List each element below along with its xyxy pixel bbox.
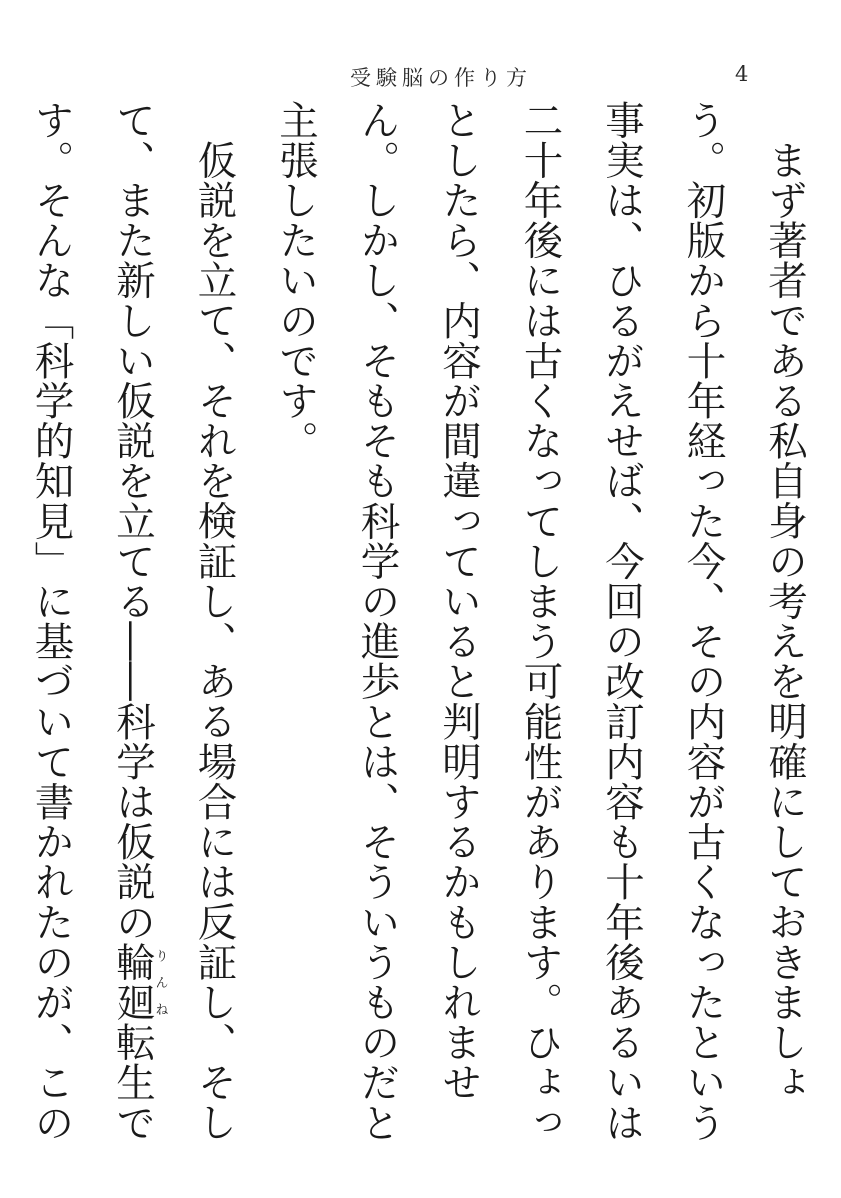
paragraph-2-text-a: 仮説を立て、それを検証し、ある場合には反証し、そして、また新しい仮説を立てる――科学は仮説の	[110, 100, 238, 1142]
ruby-rinne-reading: りんね	[152, 942, 168, 1023]
body-text	[28, 100, 825, 1160]
running-title: 受験脳の作り方	[350, 66, 532, 90]
page-number: 4	[735, 62, 749, 86]
paragraph-2	[0, 100, 255, 1160]
paragraph-1-text: まず著者である私自身の考えを明確にしておきましょう。初版から十年経った今、その内容が古くなったという事実は、ひるがえせば、今回の改訂内容も十年後あるいは二十年後には古くなってしまう可能性があります。ひょっとしたら、内容が間違っていると判明するかもしれません。しかし、そもそも科学の進歩とは、そういうものだと主張したいのです。	[273, 100, 808, 1143]
paragraph-1	[255, 100, 826, 1160]
ruby-rinne-base: 輪廻	[110, 942, 156, 1023]
page-header	[0, 62, 841, 92]
paragraph-2-text-b: 転生です。そんな「科学的知見」に基づいて書かれたのが、この	[28, 100, 156, 1143]
ruby-rinne	[110, 942, 168, 1023]
